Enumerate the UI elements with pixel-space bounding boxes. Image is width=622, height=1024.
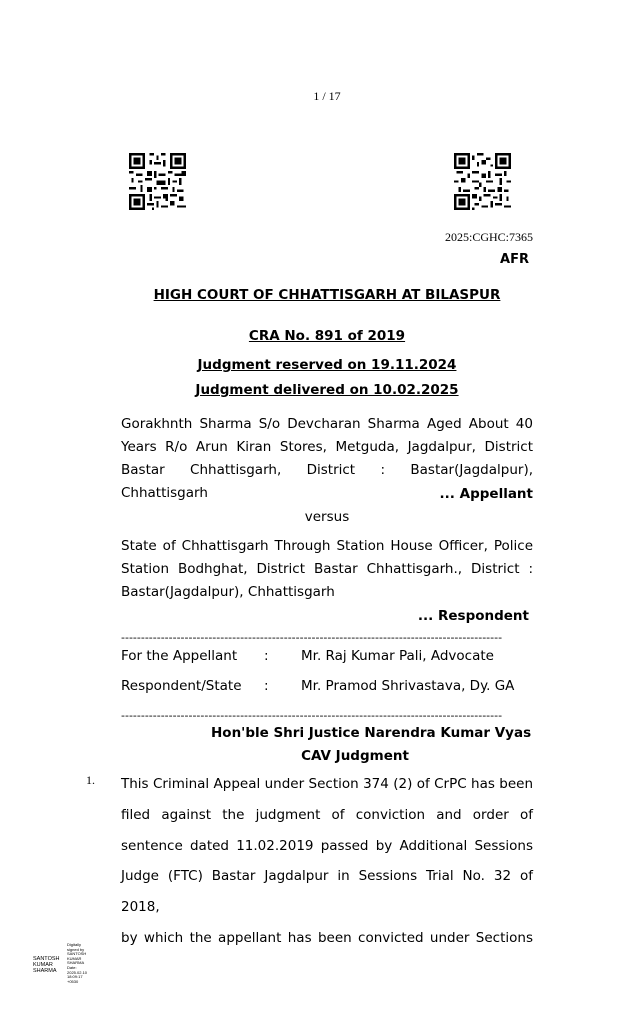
- separator-top: ------------------------------------------------------------------------------------------------: [121, 631, 503, 644]
- appellant-role: ... Appellant: [439, 486, 533, 502]
- counsel-colon: :: [264, 648, 269, 664]
- separator-bottom: ------------------------------------------------------------------------------------------------: [121, 709, 503, 722]
- qr-code-left: [129, 153, 186, 210]
- counsel-label-respondent: Respondent/State: [121, 678, 242, 694]
- signature-detail-line: +0530: [67, 978, 79, 984]
- paragraph-number: 1.: [86, 773, 95, 787]
- counsel-name-appellant: Mr. Raj Kumar Pali, Advocate: [301, 648, 494, 664]
- signature-name-line: SHARMA: [33, 968, 57, 974]
- appellant-line: Gorakhnth Sharma S/o Devcharan Sharma Aged About 40: [121, 416, 533, 432]
- paragraph-body: [121, 769, 533, 954]
- versus-label: versus: [304, 509, 350, 525]
- signature-name: [33, 956, 60, 974]
- signature-detail-line: KUMAR: [67, 955, 82, 961]
- judgment-delivered-date: Judgment delivered on 10.02.2025: [195, 382, 459, 398]
- signature-detail-line: signed by: [67, 946, 85, 952]
- paragraph-line: filed against the judgment of conviction and order of: [121, 806, 533, 823]
- case-number: CRA No. 891 of 2019: [248, 328, 406, 344]
- afr-label: AFR: [500, 252, 529, 267]
- signature-detail-line: SANTOSH: [67, 951, 87, 957]
- signature-detail-line: 18:09:17: [67, 974, 83, 980]
- counsel-name-respondent: Mr. Pramod Shrivastava, Dy. GA: [301, 678, 515, 694]
- signature-detail-line: SHARMA: [67, 960, 85, 966]
- respondent-line: Station Bodhghat, District Bastar Chhattisgarh., District :: [121, 561, 533, 577]
- paragraph-line: by which the appellant has been convicted under Sections: [121, 929, 533, 946]
- respondent-line: State of Chhattisgarh Through Station House Officer, Police: [121, 538, 533, 554]
- counsel-label-appellant: For the Appellant: [121, 648, 238, 664]
- judgment-reserved-date: Judgment reserved on 19.11.2024: [197, 357, 457, 373]
- signature-name-line: KUMAR: [33, 962, 53, 968]
- counsel-colon: :: [264, 678, 269, 694]
- respondent-role: ... Respondent: [417, 608, 529, 624]
- qr-code-right: [454, 153, 511, 210]
- neutral-citation: 2025:CGHC:7365: [444, 230, 533, 244]
- appellant-line: Bastar Chhattisgarh, District : Bastar(Jagdalpur), Chhattisgarh: [121, 462, 533, 501]
- paragraph-line: sentence dated 11.02.2019 passed by Additional Sessions: [121, 837, 533, 854]
- signature-detail-line: 2025.02.10: [67, 969, 88, 975]
- signature-detail-line: Digitally: [67, 942, 82, 947]
- paragraph-line: Judge (FTC) Bastar Jagdalpur in Sessions Trial No. 32 of 2018,: [121, 868, 533, 916]
- paragraph-line: This Criminal Appeal under Section 374 (2) of CrPC has been: [121, 776, 533, 792]
- bench-name: Hon'ble Shri Justice Narendra Kumar Vyas: [211, 725, 532, 741]
- signature-name-line: SANTOSH: [33, 956, 60, 962]
- respondent-details: [121, 535, 533, 604]
- signature-detail-line: Date:: [67, 964, 77, 970]
- court-name: HIGH COURT OF CHHATTISGARH AT BILASPUR: [153, 287, 501, 303]
- judgment-type: CAV Judgment: [301, 748, 409, 764]
- signature-details: [67, 943, 87, 984]
- page-number: 1 / 17: [313, 89, 341, 103]
- respondent-line: Bastar(Jagdalpur), Chhattisgarh: [121, 584, 335, 600]
- appellant-line: Years R/o Arun Kiran Stores, Metguda, Jagdalpur, District: [121, 439, 533, 455]
